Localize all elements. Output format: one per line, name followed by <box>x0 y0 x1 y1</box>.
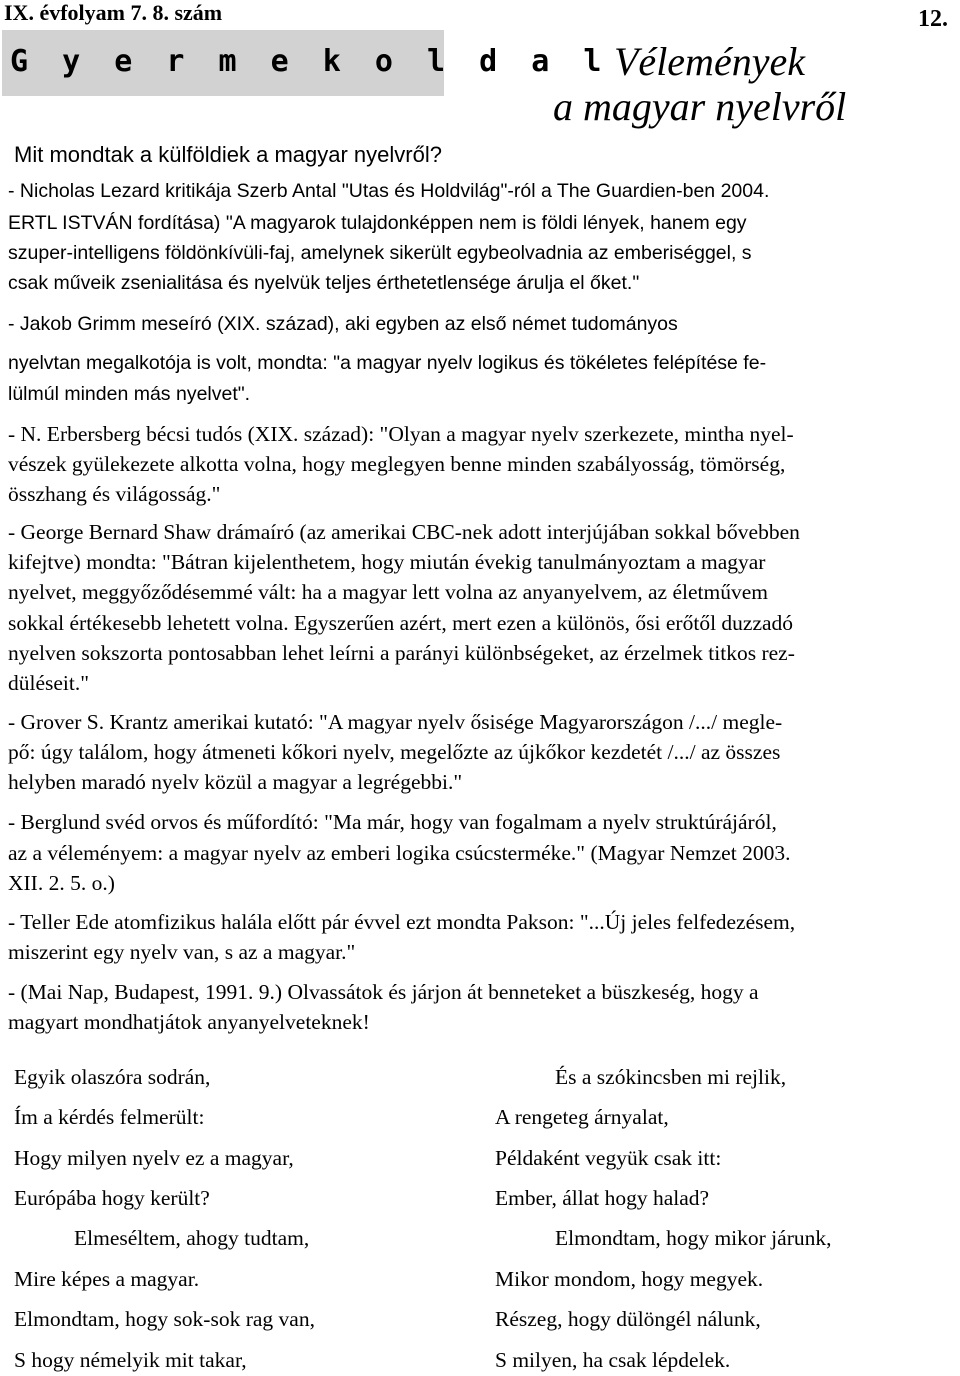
body-line: - George Bernard Shaw drámaíró (az amerikai CBC-nek adott interjújában sokkal bővebben <box>8 520 800 544</box>
body-line: csak műveik zsenialitása és nyelvük teljes érthetetlensége árulja el őket." <box>8 272 640 294</box>
poem-right-line: Példaként vegyük csak itt: <box>495 1146 722 1170</box>
body-line: összhang és világosság." <box>8 482 221 506</box>
page-number: 12. <box>918 6 948 32</box>
body-line: - (Mai Nap, Budapest, 1991. 9.) Olvassátok és járjon át benneteket a büszkeség, hogy a <box>8 980 759 1004</box>
article-title-line-1: Vélemények <box>614 39 805 84</box>
poem-right-line: A rengeteg árnyalat, <box>495 1105 669 1129</box>
body-line: szuper-intelligens földönkívüli-faj, amelynek sikerült egybeolvadnia az emberiséggel, s <box>8 242 752 264</box>
body-line: nyelvtan megalkotója is volt, mondta: "a magyar nyelv logikus és tökéletes felépítése fe- <box>8 352 767 374</box>
body-line: - Jakob Grimm meseíró (XIX. század), aki egyben az első német tudományos <box>8 313 678 335</box>
poem-left-line: Európába hogy került? <box>14 1186 210 1210</box>
section-title: G y e r m e k o l d a l <box>10 44 610 79</box>
poem-left-line: Elmeséltem, ahogy tudtam, <box>74 1226 310 1250</box>
body-line: - N. Erbersberg bécsi tudós (XIX. század): "Olyan a magyar nyelv szerkezete, mintha nyel- <box>8 422 794 446</box>
body-line: - Nicholas Lezard kritikája Szerb Antal "Utas és Holdvilág"-ról a The Guardien-ben 2004. <box>8 180 770 202</box>
body-line: magyart mondhatjátok anyanyelveteknek! <box>8 1010 370 1034</box>
poem-left-line: Egyik olaszóra sodrán, <box>14 1065 211 1089</box>
poem-left-line: Ím a kérdés felmerült: <box>14 1105 205 1129</box>
body-line: - Berglund svéd orvos és műfordító: "Ma már, hogy van fogalmam a nyelv struktúrájáról, <box>8 810 777 834</box>
body-line: nyelvet, meggyőződésemmé vált: ha a magyar lett volna az anyanyelvem, az életművem <box>8 580 768 604</box>
poem-right-line: Mikor mondom, hogy megyek. <box>495 1267 764 1291</box>
body-line: lülmúl minden más nyelvet". <box>8 383 251 405</box>
body-line: XII. 2. 5. o.) <box>8 871 115 895</box>
poem-right-line: Elmondtam, hogy mikor járunk, <box>555 1226 832 1250</box>
poem-left-line: Hogy milyen nyelv ez a magyar, <box>14 1146 294 1170</box>
issue-label: IX. évfolyam 7. 8. szám <box>4 0 223 25</box>
poem-right-line: És a szókincsben mi rejlik, <box>555 1065 787 1089</box>
poem-right-line: Részeg, hogy dülöngél nálunk, <box>495 1307 761 1331</box>
poem-right-line: Ember, állat hogy halad? <box>495 1186 710 1210</box>
poem-left-line: S hogy némelyik mit takar, <box>14 1348 247 1372</box>
body-line: vészek gyülekezete alkotta volna, hogy meglegyen benne minden szabályosság, tömörség, <box>8 452 786 476</box>
body-line: - Grover S. Krantz amerikai kutató: "A magyar nyelv ősisége Magyarországon /.../ megle- <box>8 710 783 734</box>
body-line: ERTL ISTVÁN fordítása) "A magyarok tulajdonképpen nem is földi lények, hanem egy <box>8 212 747 234</box>
body-line: kifejtve) mondta: "Bátran kijelenthetem, hogy miután évekig tanulmányoztam a magyar <box>8 550 766 574</box>
body-line: düléseit." <box>8 671 90 695</box>
body-line: helyben maradó nyelv közül a magyar a legrégebbi." <box>8 770 463 794</box>
body-line: - Teller Ede atomfizikus halála előtt pár évvel ezt mondta Pakson: "...Új jeles felfedezésem, <box>8 910 796 934</box>
poem-left-line: Elmondtam, hogy sok-sok rag van, <box>14 1307 315 1331</box>
section-banner <box>2 30 610 96</box>
body-line: az a véleményem: a magyar nyelv az emberi logika csúcsterméke." (Magyar Nemzet 2003. <box>8 841 791 865</box>
intro-question: Mit mondtak a külföldiek a magyar nyelvről? <box>14 142 442 167</box>
body-line: nyelven sokszorta pontosabban lehet leírni a parányi különbségeket, az érzelmek titkos rez- <box>8 641 795 665</box>
poem-left-line: Mire képes a magyar. <box>14 1267 200 1291</box>
body-line: sokkal értékesebb lehetett volna. Egyszerűen azért, mert ezen a különös, ősi erőtől duzzadó <box>8 611 794 635</box>
body-line: miszerint egy nyelv van, s az a magyar." <box>8 940 356 964</box>
poem-right-line: S milyen, ha csak lépdelek. <box>495 1348 731 1372</box>
body-line: pő: úgy találom, hogy átmeneti kőkori nyelv, megelőzte az újkőkor kezdetét /.../ az összes <box>8 740 781 764</box>
article-title-line-2: a magyar nyelvről <box>553 84 847 129</box>
